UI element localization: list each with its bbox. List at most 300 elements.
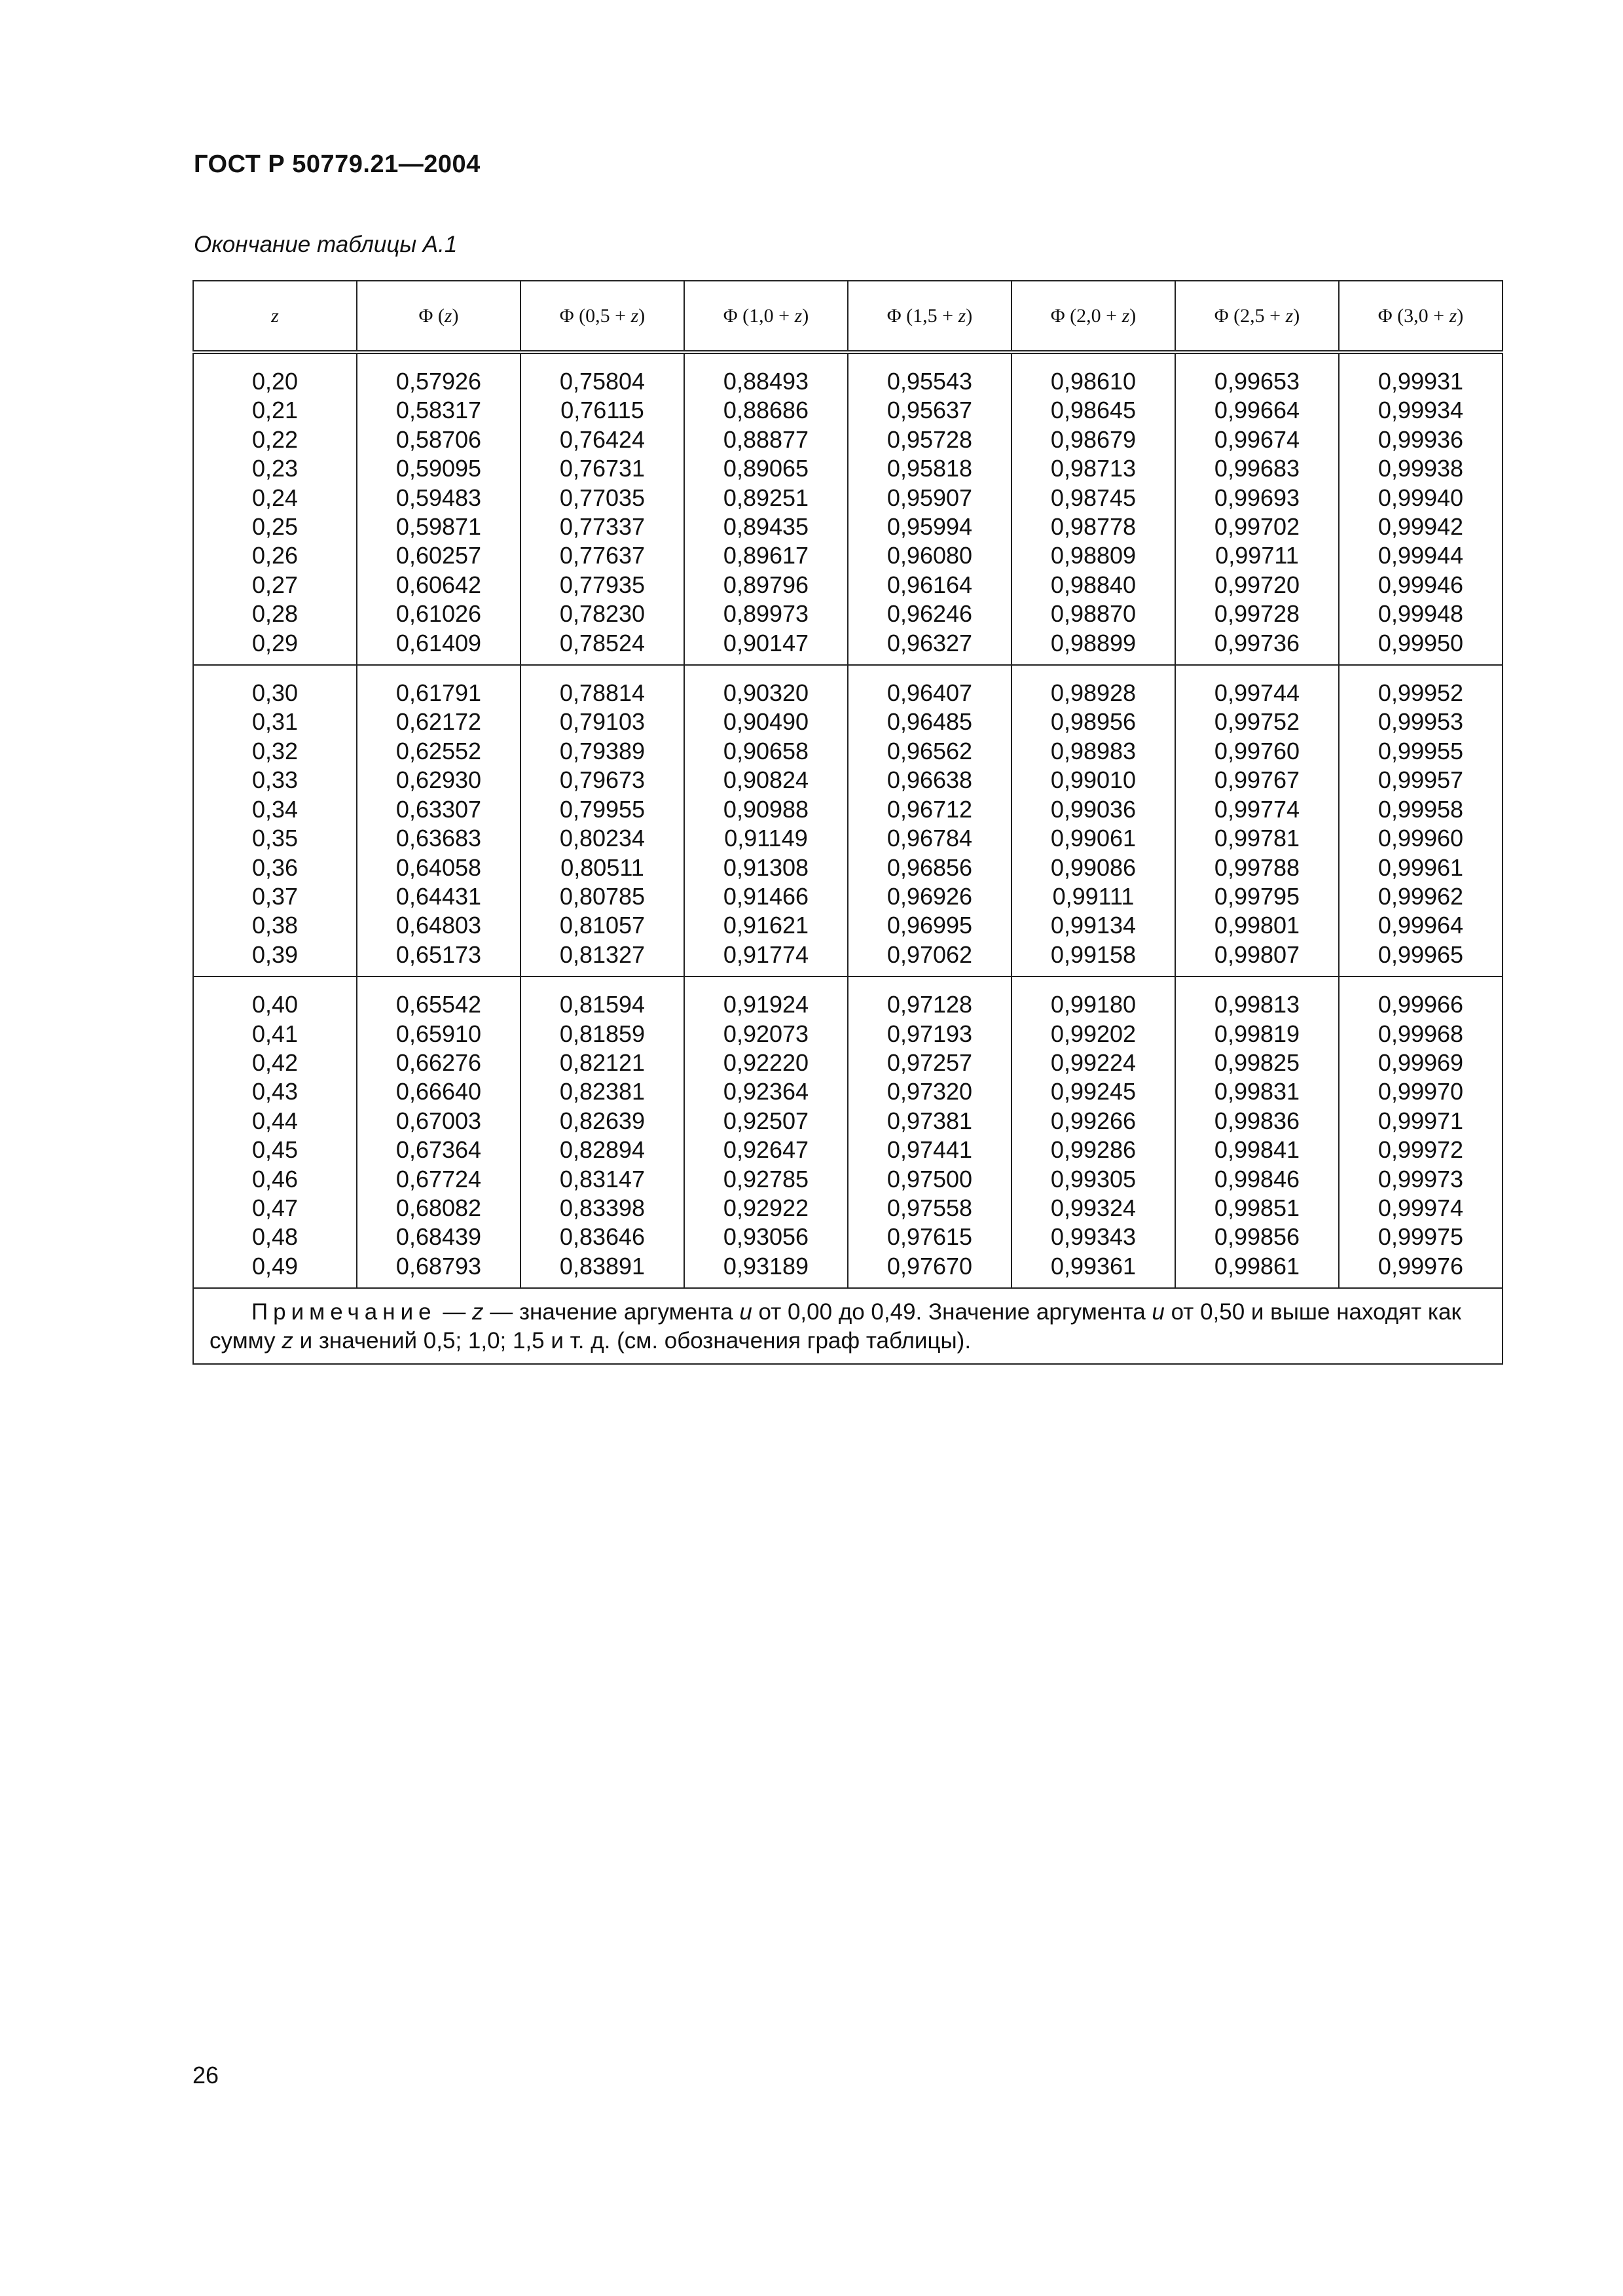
table-cell: [684, 352, 848, 665]
page-number: 26: [192, 2062, 219, 2089]
phi-value: 0,96080: [886, 542, 973, 569]
z-value: 0,40: [251, 991, 299, 1018]
phi-value: 0,66640: [395, 1078, 482, 1105]
z-value: 0,39: [251, 941, 299, 968]
phi-value: 0,99061: [1050, 825, 1137, 852]
phi-value: 0,92785: [723, 1165, 809, 1193]
z-value: 0,47: [251, 1194, 299, 1221]
note-text: u: [1152, 1299, 1165, 1325]
column-header-text: ): [1457, 304, 1464, 327]
phi-value: 0,92922: [723, 1194, 809, 1221]
phi-value: 0,88686: [723, 397, 809, 424]
phi-value: 0,96712: [886, 795, 973, 823]
phi-value: 0,80511: [560, 853, 644, 881]
phi-value: 0,99976: [1377, 1252, 1464, 1280]
phi-value: 0,95728: [886, 425, 973, 453]
phi-value: 0,99744: [1214, 679, 1300, 707]
column-header: [1012, 281, 1175, 352]
table-cell: [520, 977, 684, 1288]
phi-value: 0,61026: [395, 600, 482, 628]
phi-table: [192, 280, 1503, 1365]
phi-value: 0,76115: [560, 397, 644, 424]
phi-value: 0,99807: [1214, 941, 1300, 968]
z-value: 0,21: [251, 397, 299, 424]
table-caption: Окончание таблицы А.1: [194, 232, 458, 257]
phi-value: 0,98713: [1050, 455, 1137, 482]
phi-value: 0,99760: [1214, 737, 1300, 764]
phi-value: 0,96638: [886, 766, 973, 794]
note-text: — значение аргумента: [483, 1299, 740, 1325]
column-header: [193, 281, 357, 352]
phi-value: 0,79103: [559, 708, 646, 736]
note-text: и значений 0,5; 1,0; 1,5 и т. д. (см. обозначения граф таблицы).: [293, 1328, 972, 1354]
phi-value: 0,98983: [1050, 737, 1137, 764]
phi-value: 0,82639: [559, 1107, 646, 1134]
phi-value: 0,99111: [1052, 882, 1135, 910]
phi-value: 0,89796: [723, 571, 809, 598]
phi-value: 0,99674: [1214, 425, 1300, 453]
phi-value: 0,64431: [395, 882, 482, 910]
phi-value: 0,98679: [1050, 425, 1137, 453]
z-value: 0,28: [251, 600, 299, 628]
phi-value: 0,62552: [395, 737, 482, 764]
phi-value: 0,99856: [1214, 1223, 1300, 1251]
phi-value: 0,98899: [1050, 629, 1137, 656]
phi-value: 0,90658: [723, 737, 809, 764]
table-header-row: [193, 281, 1503, 352]
table-cell: [848, 977, 1012, 1288]
column-header-text: Φ (1,0 +: [723, 304, 795, 327]
phi-value: 0,62172: [395, 708, 482, 736]
phi-value: 0,77637: [559, 542, 646, 569]
phi-value: 0,99970: [1377, 1078, 1464, 1105]
column-header-variable: z: [271, 304, 279, 327]
phi-value: 0,60642: [395, 571, 482, 598]
phi-value: 0,90320: [723, 679, 809, 707]
table-cell: [357, 977, 520, 1288]
phi-value: 0,82894: [559, 1136, 646, 1164]
phi-value: 0,91308: [723, 853, 809, 881]
phi-value: 0,96246: [886, 600, 973, 628]
phi-value: 0,59095: [395, 455, 482, 482]
phi-value: 0,92220: [723, 1049, 809, 1076]
phi-value: 0,99841: [1214, 1136, 1300, 1164]
phi-value: 0,99736: [1214, 629, 1300, 656]
phi-value: 0,83147: [559, 1165, 646, 1193]
phi-value: 0,76731: [559, 455, 646, 482]
phi-value: 0,98840: [1050, 571, 1137, 598]
phi-value: 0,89251: [723, 484, 809, 511]
phi-value: 0,66276: [395, 1049, 482, 1076]
phi-value: 0,93189: [723, 1252, 809, 1280]
phi-value: 0,99036: [1050, 795, 1137, 823]
phi-value: 0,95543: [886, 368, 973, 395]
phi-value: 0,75804: [559, 368, 646, 395]
phi-value: 0,65910: [395, 1020, 482, 1047]
phi-value: 0,99728: [1214, 600, 1300, 628]
column-header-variable: z: [1449, 304, 1457, 327]
phi-value: 0,99975: [1377, 1223, 1464, 1251]
z-value: 0,49: [251, 1252, 299, 1280]
table-cell: [848, 665, 1012, 977]
phi-value: 0,79955: [559, 795, 646, 823]
phi-value: 0,89973: [723, 600, 809, 628]
z-value: 0,23: [251, 455, 299, 482]
z-value: 0,38: [251, 912, 299, 939]
z-value: 0,37: [251, 882, 299, 910]
phi-value: 0,99361: [1050, 1252, 1137, 1280]
phi-value: 0,99938: [1377, 455, 1464, 482]
phi-value: 0,99936: [1377, 425, 1464, 453]
phi-value: 0,99324: [1050, 1194, 1137, 1221]
note-row: [193, 1288, 1503, 1364]
phi-value: 0,99767: [1214, 766, 1300, 794]
phi-value: 0,90147: [723, 629, 809, 656]
z-value: 0,32: [251, 737, 299, 764]
phi-value: 0,61409: [395, 629, 482, 656]
phi-value: 0,98956: [1050, 708, 1137, 736]
note-text: от 0,00 до 0,49. Значение аргумента: [752, 1299, 1152, 1325]
note-label: Примечание: [251, 1299, 437, 1325]
phi-value: 0,99957: [1377, 766, 1464, 794]
phi-value: 0,81594: [559, 991, 646, 1018]
phi-value: 0,91466: [723, 882, 809, 910]
phi-value: 0,99931: [1377, 368, 1464, 395]
phi-value: 0,77337: [559, 513, 646, 541]
phi-value: 0,99955: [1377, 737, 1464, 764]
phi-value: 0,96784: [886, 825, 973, 852]
z-value: 0,31: [251, 708, 299, 736]
phi-value: 0,93056: [723, 1223, 809, 1251]
table-cell: [1012, 352, 1175, 665]
phi-value: 0,90824: [723, 766, 809, 794]
phi-value: 0,99940: [1377, 484, 1464, 511]
phi-value: 0,97500: [886, 1165, 973, 1193]
table-cell: [848, 352, 1012, 665]
phi-value: 0,99960: [1377, 825, 1464, 852]
phi-value: 0,99953: [1377, 708, 1464, 736]
z-value: 0,26: [251, 542, 299, 569]
column-header: [1175, 281, 1339, 352]
phi-value: 0,97193: [886, 1020, 973, 1047]
column-header: [684, 281, 848, 352]
phi-value: 0,99202: [1050, 1020, 1137, 1047]
z-value: 0,30: [251, 679, 299, 707]
z-value: 0,25: [251, 513, 299, 541]
phi-value: 0,98610: [1050, 368, 1137, 395]
column-header-variable: z: [958, 304, 966, 327]
phi-value: 0,58317: [395, 397, 482, 424]
phi-value: 0,77935: [559, 571, 646, 598]
phi-value: 0,67003: [395, 1107, 482, 1134]
phi-value: 0,99966: [1377, 991, 1464, 1018]
table-cell: [684, 977, 848, 1288]
phi-value: 0,96164: [886, 571, 973, 598]
phi-value: 0,78230: [559, 600, 646, 628]
phi-value: 0,99683: [1214, 455, 1300, 482]
phi-value: 0,99702: [1214, 513, 1300, 541]
phi-value: 0,79389: [559, 737, 646, 764]
phi-value: 0,83891: [559, 1252, 646, 1280]
phi-value: 0,88877: [723, 425, 809, 453]
column-header-text: ): [966, 304, 973, 327]
phi-value: 0,68793: [395, 1252, 482, 1280]
phi-value: 0,99343: [1050, 1223, 1137, 1251]
table-block-row: [193, 352, 1503, 665]
table-cell: [1012, 977, 1175, 1288]
phi-value: 0,99266: [1050, 1107, 1137, 1134]
phi-value: 0,99861: [1214, 1252, 1300, 1280]
z-value: 0,29: [251, 629, 299, 656]
phi-value: 0,99961: [1377, 853, 1464, 881]
phi-value: 0,96407: [886, 679, 973, 707]
phi-value: 0,64803: [395, 912, 482, 939]
phi-value: 0,98745: [1050, 484, 1137, 511]
column-header-text: ): [802, 304, 809, 327]
table-cell: [193, 977, 357, 1288]
table-cell: [1339, 665, 1503, 977]
column-header: [520, 281, 684, 352]
phi-value: 0,99086: [1050, 853, 1137, 881]
table-cell: [520, 665, 684, 977]
phi-value: 0,98928: [1050, 679, 1137, 707]
phi-value: 0,99819: [1214, 1020, 1300, 1047]
phi-value: 0,91149: [724, 825, 808, 852]
column-header-variable: z: [630, 304, 639, 327]
column-header-text: Φ (3,0 +: [1377, 304, 1450, 327]
column-header-text: ): [1293, 304, 1300, 327]
phi-value: 0,92364: [723, 1078, 809, 1105]
phi-value: 0,96485: [886, 708, 973, 736]
phi-value: 0,97320: [886, 1078, 973, 1105]
phi-value: 0,99245: [1050, 1078, 1137, 1105]
phi-value: 0,58706: [395, 425, 482, 453]
z-value: 0,44: [251, 1107, 299, 1134]
phi-value: 0,81859: [559, 1020, 646, 1047]
column-header-variable: z: [1122, 304, 1130, 327]
phi-value: 0,78814: [559, 679, 646, 707]
phi-value: 0,99972: [1377, 1136, 1464, 1164]
phi-value: 0,60257: [395, 542, 482, 569]
phi-value: 0,98809: [1050, 542, 1137, 569]
phi-value: 0,96327: [886, 629, 973, 656]
phi-value: 0,89435: [723, 513, 809, 541]
phi-value: 0,99653: [1214, 368, 1300, 395]
phi-value: 0,99664: [1214, 397, 1300, 424]
phi-value: 0,99774: [1214, 795, 1300, 823]
phi-value: 0,65542: [395, 991, 482, 1018]
phi-value: 0,97615: [886, 1223, 973, 1251]
column-header-text: Φ (1,5 +: [886, 304, 958, 327]
phi-value: 0,89065: [723, 455, 809, 482]
note-text: —: [436, 1299, 473, 1325]
phi-value: 0,99968: [1377, 1020, 1464, 1047]
phi-value: 0,99831: [1214, 1078, 1300, 1105]
table-container: [192, 280, 1502, 1365]
z-value: 0,43: [251, 1078, 299, 1105]
phi-value: 0,96995: [886, 912, 973, 939]
column-header: [357, 281, 520, 352]
phi-value: 0,79673: [559, 766, 646, 794]
document-header: ГОСТ Р 50779.21—2004: [194, 151, 481, 178]
table-cell: [1012, 665, 1175, 977]
table-cell: [1175, 977, 1339, 1288]
phi-value: 0,99795: [1214, 882, 1300, 910]
phi-value: 0,99969: [1377, 1049, 1464, 1076]
column-header-text: ): [1129, 304, 1137, 327]
phi-value: 0,95907: [886, 484, 973, 511]
phi-value: 0,82121: [559, 1049, 646, 1076]
phi-value: 0,97062: [886, 941, 973, 968]
phi-value: 0,98778: [1050, 513, 1137, 541]
column-header-text: ): [638, 304, 646, 327]
phi-value: 0,99720: [1214, 571, 1300, 598]
phi-value: 0,64058: [395, 853, 482, 881]
phi-value: 0,99286: [1050, 1136, 1137, 1164]
phi-value: 0,92507: [723, 1107, 809, 1134]
column-header-text: Φ (0,5 +: [559, 304, 631, 327]
column-header-variable: z: [444, 304, 452, 327]
phi-value: 0,83646: [559, 1223, 646, 1251]
phi-value: 0,99971: [1377, 1107, 1464, 1134]
phi-value: 0,99711: [1215, 542, 1299, 569]
table-cell: [1175, 352, 1339, 665]
phi-value: 0,95637: [886, 397, 973, 424]
table-cell: [193, 352, 357, 665]
phi-value: 0,99752: [1214, 708, 1300, 736]
phi-value: 0,99781: [1214, 825, 1300, 852]
z-value: 0,20: [251, 368, 299, 395]
table-cell: [357, 352, 520, 665]
phi-value: 0,96562: [886, 737, 973, 764]
table-cell: [684, 665, 848, 977]
phi-value: 0,67364: [395, 1136, 482, 1164]
phi-value: 0,97441: [886, 1136, 973, 1164]
z-value: 0,45: [251, 1136, 299, 1164]
z-value: 0,48: [251, 1223, 299, 1251]
phi-value: 0,99788: [1214, 853, 1300, 881]
phi-value: 0,63683: [395, 825, 482, 852]
phi-value: 0,99946: [1377, 571, 1464, 598]
phi-value: 0,99836: [1214, 1107, 1300, 1134]
phi-value: 0,65173: [395, 941, 482, 968]
phi-value: 0,91924: [723, 991, 809, 1018]
note-text: от 0,50 и выше находят как сумму: [210, 1299, 1461, 1354]
phi-value: 0,81327: [559, 941, 646, 968]
phi-value: 0,99813: [1214, 991, 1300, 1018]
phi-value: 0,97257: [886, 1049, 973, 1076]
table-cell: [1175, 665, 1339, 977]
phi-value: 0,77035: [559, 484, 646, 511]
phi-value: 0,98645: [1050, 397, 1137, 424]
phi-value: 0,99158: [1050, 941, 1137, 968]
column-header-text: Φ (: [418, 304, 445, 327]
phi-value: 0,97558: [886, 1194, 973, 1221]
phi-value: 0,99134: [1050, 912, 1137, 939]
phi-value: 0,63307: [395, 795, 482, 823]
z-value: 0,41: [251, 1020, 299, 1047]
phi-value: 0,99934: [1377, 397, 1464, 424]
phi-value: 0,61791: [395, 679, 482, 707]
phi-value: 0,99305: [1050, 1165, 1137, 1193]
column-header-variable: z: [1285, 304, 1294, 327]
phi-value: 0,92073: [723, 1020, 809, 1047]
table-block-row: [193, 665, 1503, 977]
phi-value: 0,91621: [723, 912, 809, 939]
column-header: [848, 281, 1012, 352]
phi-value: 0,99950: [1377, 629, 1464, 656]
column-header-text: Φ (2,0 +: [1050, 304, 1122, 327]
phi-value: 0,99693: [1214, 484, 1300, 511]
phi-value: 0,95818: [886, 455, 973, 482]
phi-value: 0,99964: [1377, 912, 1464, 939]
column-header-variable: z: [794, 304, 803, 327]
phi-value: 0,98870: [1050, 600, 1137, 628]
phi-value: 0,89617: [723, 542, 809, 569]
z-value: 0,24: [251, 484, 299, 511]
phi-value: 0,82381: [559, 1078, 646, 1105]
phi-value: 0,96926: [886, 882, 973, 910]
note-text: z: [282, 1328, 293, 1354]
phi-value: 0,99958: [1377, 795, 1464, 823]
z-value: 0,27: [251, 571, 299, 598]
z-value: 0,46: [251, 1165, 299, 1193]
phi-value: 0,99801: [1214, 912, 1300, 939]
note-text: u: [739, 1299, 752, 1325]
phi-value: 0,99952: [1377, 679, 1464, 707]
phi-value: 0,99962: [1377, 882, 1464, 910]
phi-value: 0,99851: [1214, 1194, 1300, 1221]
phi-value: 0,81057: [559, 912, 646, 939]
z-value: 0,34: [251, 795, 299, 823]
column-header: [1339, 281, 1503, 352]
phi-value: 0,91774: [723, 941, 809, 968]
phi-value: 0,80785: [559, 882, 646, 910]
phi-value: 0,68082: [395, 1194, 482, 1221]
phi-value: 0,88493: [723, 368, 809, 395]
table-cell: [193, 665, 357, 977]
phi-value: 0,90490: [723, 708, 809, 736]
table-cell: [357, 665, 520, 977]
column-header-text: ): [452, 304, 459, 327]
table-body: [193, 352, 1503, 1364]
table-block-row: [193, 977, 1503, 1288]
phi-value: 0,99010: [1050, 766, 1137, 794]
column-header-text: Φ (2,5 +: [1214, 304, 1286, 327]
phi-value: 0,78524: [559, 629, 646, 656]
phi-value: 0,99965: [1377, 941, 1464, 968]
phi-value: 0,62930: [395, 766, 482, 794]
phi-value: 0,80234: [559, 825, 646, 852]
phi-value: 0,99974: [1377, 1194, 1464, 1221]
table-cell: [1339, 977, 1503, 1288]
phi-value: 0,99948: [1377, 600, 1464, 628]
z-value: 0,22: [251, 425, 299, 453]
z-value: 0,36: [251, 853, 299, 881]
table-note: [193, 1288, 1503, 1364]
phi-value: 0,95994: [886, 513, 973, 541]
phi-value: 0,59483: [395, 484, 482, 511]
phi-value: 0,99942: [1377, 513, 1464, 541]
phi-value: 0,76424: [559, 425, 646, 453]
phi-value: 0,99846: [1214, 1165, 1300, 1193]
z-value: 0,33: [251, 766, 299, 794]
phi-value: 0,96856: [886, 853, 973, 881]
phi-value: 0,57926: [395, 368, 482, 395]
table-cell: [1339, 352, 1503, 665]
table-cell: [520, 352, 684, 665]
phi-value: 0,97128: [886, 991, 973, 1018]
